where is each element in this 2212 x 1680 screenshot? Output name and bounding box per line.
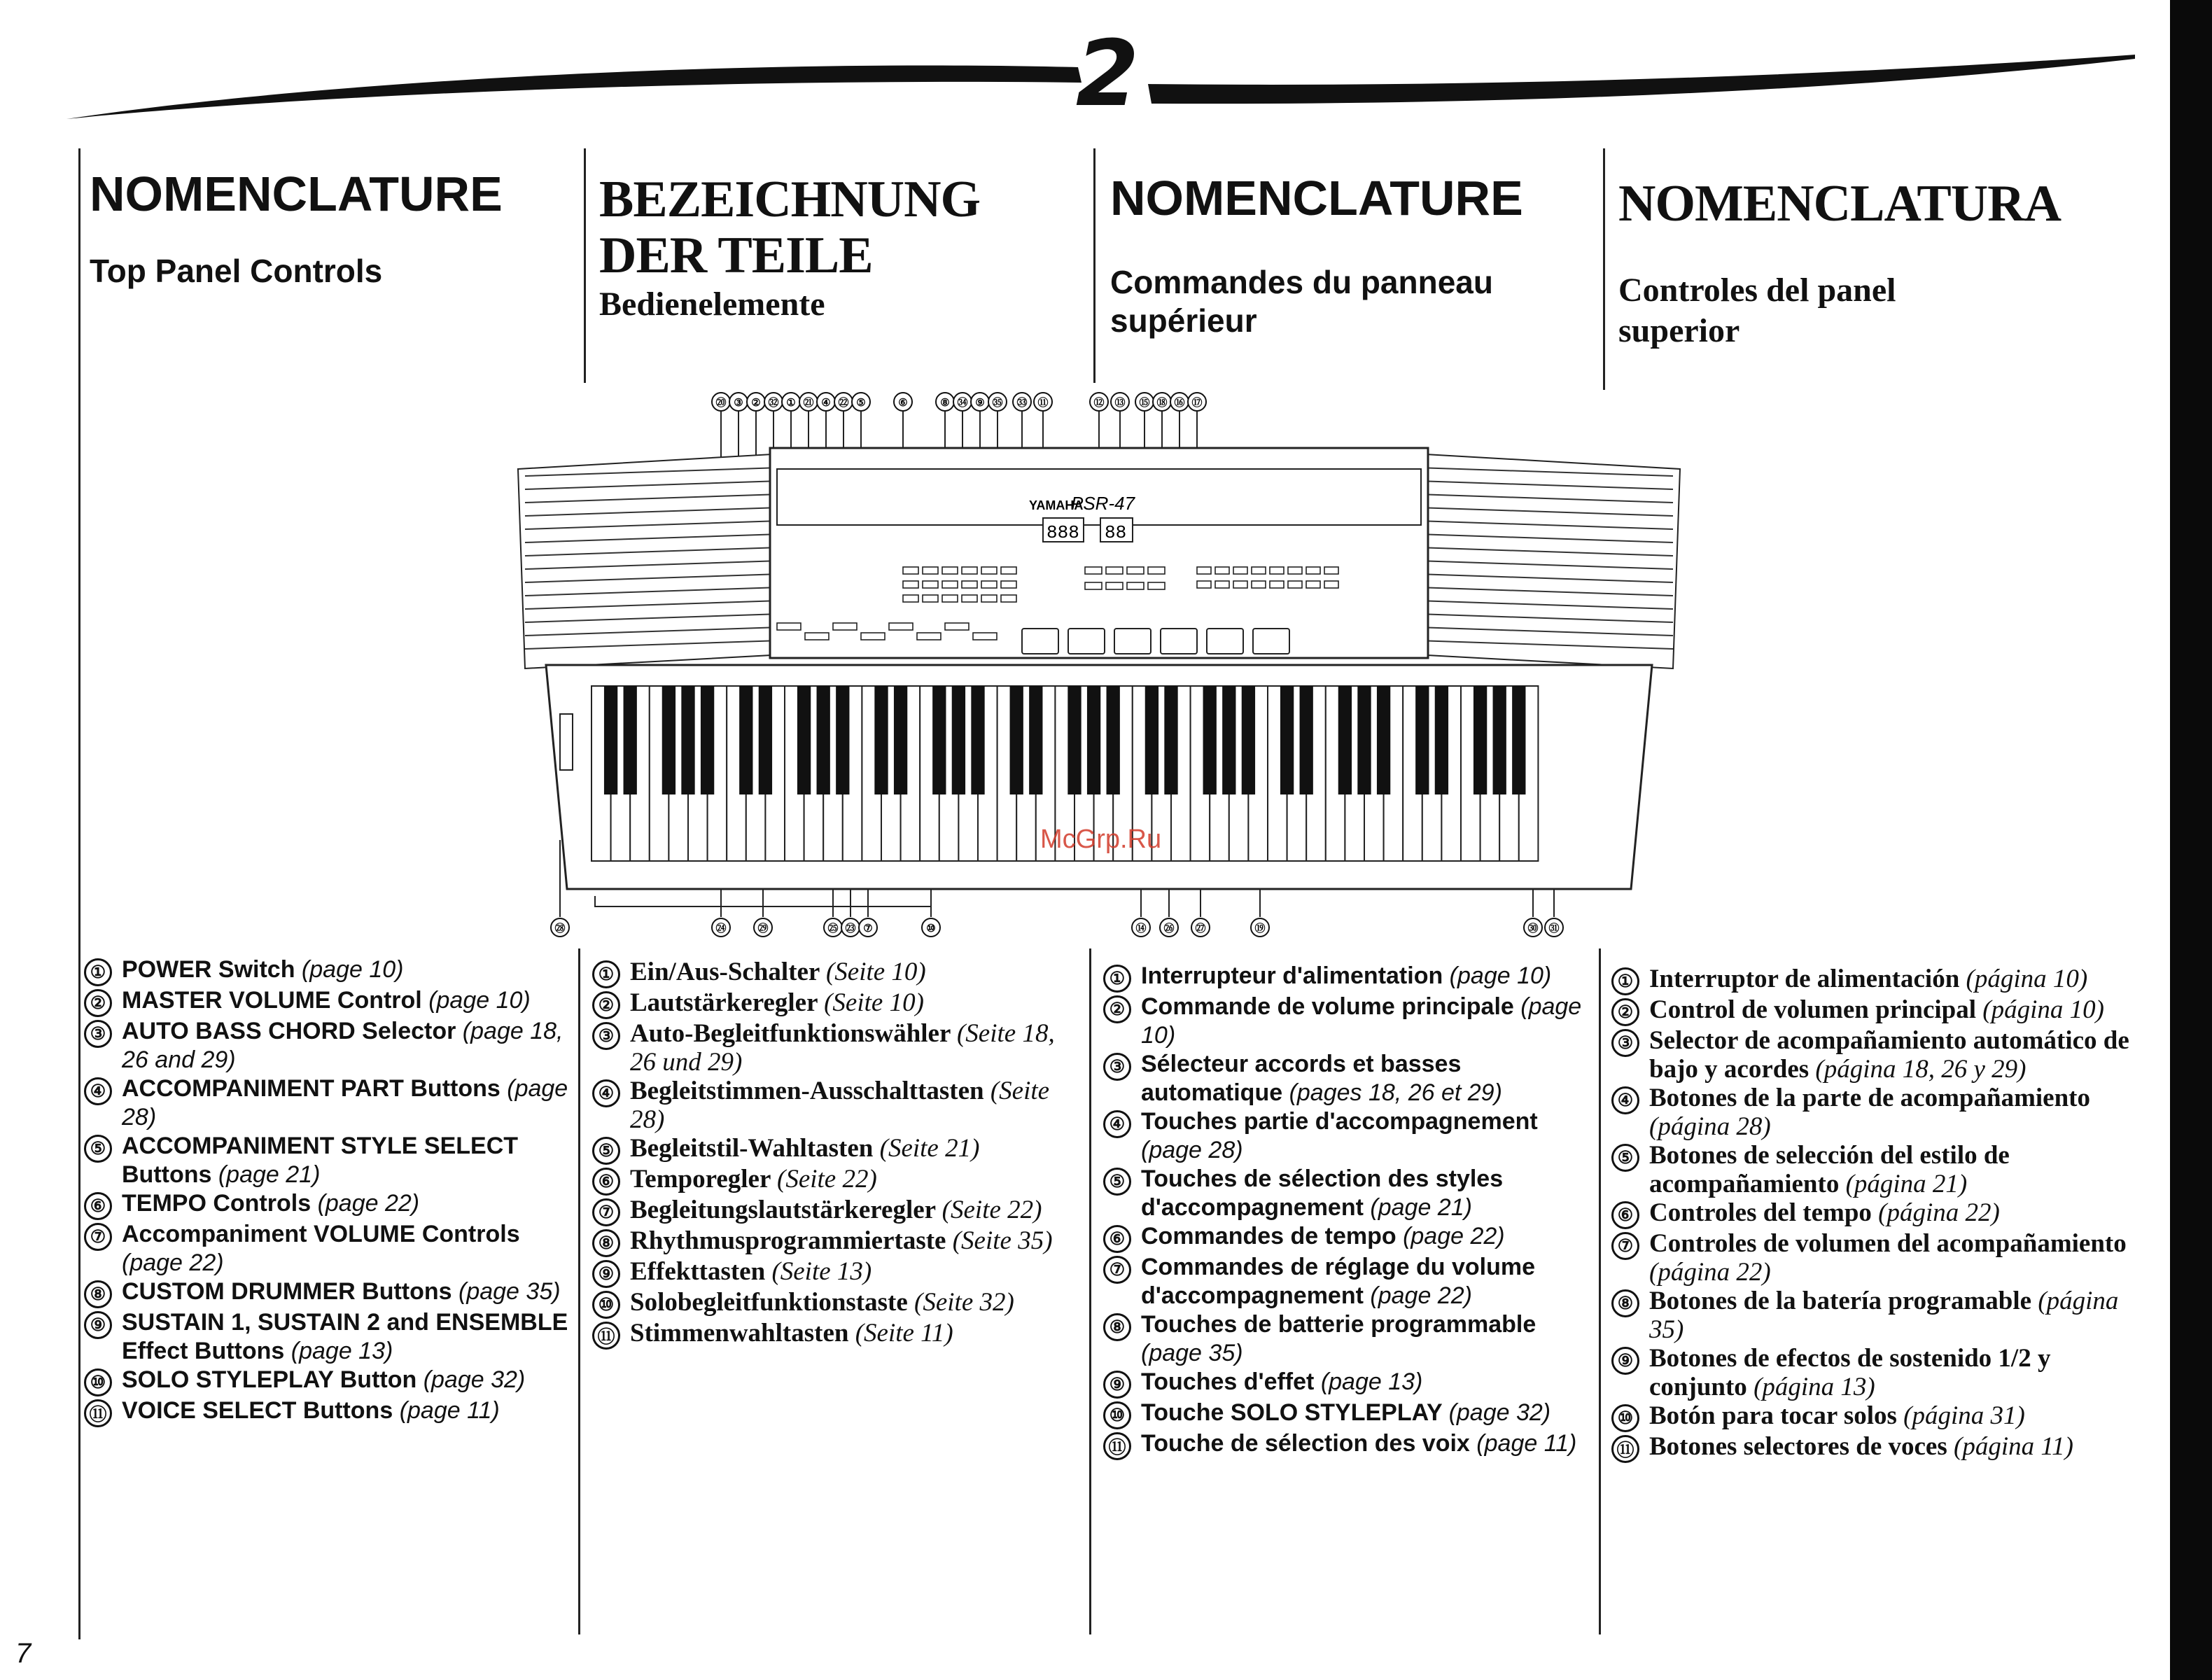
item-number: ⑪ xyxy=(1103,1432,1131,1460)
callout-number: ⑧ xyxy=(940,398,950,409)
callout-marker xyxy=(1153,393,1171,411)
callout-number: ㉙ xyxy=(757,923,769,934)
subtitle-en: Top Panel Controls xyxy=(90,252,383,289)
callout-marker xyxy=(971,393,989,411)
callout-marker xyxy=(859,918,877,937)
item-number: ④ xyxy=(84,1077,112,1105)
list-item xyxy=(592,1165,1086,1196)
heading-en xyxy=(90,168,573,290)
item-label: Commandes de réglage du volume d'accompagnement xyxy=(1141,1254,1536,1309)
page-reference: (page 22) xyxy=(317,1190,420,1217)
callout-marker xyxy=(841,918,860,937)
bottom-callouts xyxy=(551,918,1563,937)
list-item xyxy=(592,988,1086,1019)
list-item xyxy=(1611,1229,2143,1287)
page-reference: (página 10) xyxy=(1982,995,2104,1024)
list-item xyxy=(1103,1368,1593,1399)
item-number: ⑩ xyxy=(1103,1401,1131,1429)
item-label: SUSTAIN 1, SUSTAIN 2 and ENSEMBLE Effect Buttons xyxy=(122,1309,568,1364)
item-number: ⑤ xyxy=(1611,1144,1639,1172)
list-item xyxy=(84,1074,574,1132)
list-item xyxy=(1611,1432,2143,1463)
item-number: ② xyxy=(1611,998,1639,1026)
page-reference: (page 11) xyxy=(399,1397,500,1424)
page-reference: (Seite 10) xyxy=(824,988,924,1017)
list-item xyxy=(1103,1429,1593,1460)
callout-number: ⑩ xyxy=(926,923,936,934)
page-reference: (Seite 10) xyxy=(825,958,926,986)
item-label: Accompaniment VOLUME Controls xyxy=(122,1221,520,1247)
callout-number: ⑫ xyxy=(1093,398,1105,409)
item-number: ⑨ xyxy=(1611,1347,1639,1375)
item-label: Touches partie d'accompagnement xyxy=(1141,1108,1538,1135)
item-label: ACCOMPANIMENT STYLE SELECT Buttons xyxy=(122,1133,519,1188)
list-item xyxy=(1103,1399,1593,1429)
item-number: ⑤ xyxy=(1103,1168,1131,1196)
subtitle-de: Bedienelemente xyxy=(599,285,825,323)
callout-number: ⑰ xyxy=(1191,398,1203,409)
callout-marker xyxy=(1135,393,1154,411)
page-reference: (página 21) xyxy=(1845,1170,1968,1198)
subtitle-es: Controles del panel superior xyxy=(1618,271,1896,349)
item-label: Touches de sélection des styles d'accompagnement xyxy=(1141,1166,1504,1221)
page-reference: (página 11) xyxy=(1954,1432,2073,1461)
callout-marker xyxy=(1170,393,1189,411)
item-number: ⑤ xyxy=(592,1137,620,1165)
callout-marker xyxy=(817,393,835,411)
item-label: Interruptor de alimentación xyxy=(1649,965,1966,993)
page-reference: (Seite 28) xyxy=(630,1077,1050,1134)
list-item xyxy=(1611,965,2143,995)
list-item xyxy=(84,955,574,986)
callout-number: ㉖ xyxy=(1163,923,1175,934)
callout-number: ㉟ xyxy=(992,398,1003,409)
item-label: VOICE SELECT Buttons xyxy=(122,1397,400,1424)
page-edge-bar xyxy=(2170,0,2212,1680)
item-number: ③ xyxy=(592,1022,620,1050)
list-item xyxy=(84,1308,574,1366)
list-item xyxy=(1103,1253,1593,1310)
page-reference: (Seite 22) xyxy=(941,1196,1042,1224)
callout-number: ⑬ xyxy=(1114,398,1126,409)
item-number: ④ xyxy=(1611,1086,1639,1114)
callout-marker xyxy=(551,918,569,937)
page-reference: (página 28) xyxy=(1649,1112,1771,1141)
page-reference: (page 21) xyxy=(1370,1194,1472,1221)
page-reference: (Seite 22) xyxy=(777,1165,877,1194)
page-reference: (página 18, 26 y 29) xyxy=(1815,1055,2026,1084)
item-label: Begleitstimmen-Ausschalttasten xyxy=(630,1077,990,1105)
list-item xyxy=(84,1366,574,1396)
list-es xyxy=(1611,965,2143,1463)
item-number: ③ xyxy=(84,1020,112,1048)
page-reference: (página 22) xyxy=(1649,1258,1771,1287)
callout-marker xyxy=(1090,393,1108,411)
item-number: ⑧ xyxy=(84,1280,112,1308)
item-label: Selector de acompañamiento automático de bajo y acordes xyxy=(1649,1026,2129,1084)
item-label: Solobegleitfunktionstaste xyxy=(630,1288,915,1317)
list-item xyxy=(1103,1107,1593,1165)
list-item xyxy=(1103,1165,1593,1222)
item-number: ② xyxy=(592,991,620,1019)
item-label: AUTO BASS CHORD Selector xyxy=(122,1018,463,1044)
callout-marker xyxy=(1160,918,1178,937)
callout-marker xyxy=(953,393,972,411)
callout-marker xyxy=(712,393,730,411)
item-label: CUSTOM DRUMMER Buttons xyxy=(122,1278,458,1305)
list-item xyxy=(84,1396,574,1427)
item-number: ⑨ xyxy=(1103,1371,1131,1399)
page-reference: (page 10) xyxy=(1141,993,1582,1049)
callout-number: ㉑ xyxy=(803,398,814,409)
callout-marker xyxy=(729,393,748,411)
column-divider xyxy=(1599,948,1601,1634)
heading-fr xyxy=(1110,172,1593,340)
callout-number: ㉛ xyxy=(1548,923,1560,934)
page-reference: (page 35) xyxy=(458,1278,561,1305)
page-reference: (Seite 11) xyxy=(855,1319,953,1348)
list-item xyxy=(1611,1084,2143,1141)
title-en: NOMENCLATURE xyxy=(90,167,503,221)
page-reference: (page 13) xyxy=(290,1338,393,1364)
item-label: Controles de volumen del acompañamiento xyxy=(1649,1229,2127,1258)
callout-marker xyxy=(754,918,772,937)
item-number: ⑪ xyxy=(592,1322,620,1350)
column-divider xyxy=(584,148,586,383)
item-number: ① xyxy=(1611,967,1639,995)
item-label: Botones de la parte de acompañamiento xyxy=(1649,1084,2090,1112)
page-reference: (page 35) xyxy=(1141,1340,1243,1366)
callout-number: ④ xyxy=(821,398,831,409)
list-item xyxy=(84,1189,574,1220)
item-number: ⑩ xyxy=(592,1291,620,1319)
list-item xyxy=(1103,962,1593,993)
list-item xyxy=(1611,995,2143,1026)
heading-de xyxy=(599,172,1082,324)
list-item xyxy=(592,1288,1086,1319)
item-label: Touches d'effet xyxy=(1141,1368,1321,1395)
item-label: Touche de sélection des voix xyxy=(1141,1430,1477,1457)
display-digits-right: 88 xyxy=(1105,522,1127,543)
brand-label: YAMAHA xyxy=(1029,498,1084,512)
item-label: Controles del tempo xyxy=(1649,1198,1879,1227)
item-label: Botones de la batería programable xyxy=(1649,1287,2038,1315)
callout-number: ㉕ xyxy=(827,923,839,934)
item-number: ⑪ xyxy=(84,1399,112,1427)
item-number: ⑦ xyxy=(592,1198,620,1226)
page-reference: (Seite 18, 26 und 29) xyxy=(630,1019,1055,1077)
list-item xyxy=(1103,1310,1593,1368)
callout-marker xyxy=(852,393,870,411)
heading-es xyxy=(1618,176,2122,351)
top-callouts xyxy=(712,393,1206,411)
item-label: Effekttasten xyxy=(630,1257,772,1286)
keyboard-diagram xyxy=(511,385,1687,945)
watermark: McGrp.Ru xyxy=(1040,825,1162,854)
page-reference: (página 31) xyxy=(1903,1401,2025,1430)
item-number: ① xyxy=(1103,965,1131,993)
item-label: Control de volumen principal xyxy=(1649,995,1983,1024)
item-label: Botones de selección del estilo de acompañamiento xyxy=(1649,1141,2010,1198)
list-item xyxy=(1611,1401,2143,1432)
callout-marker xyxy=(1545,918,1563,937)
item-label: Temporegler xyxy=(630,1165,777,1194)
list-item xyxy=(592,1077,1086,1134)
item-number: ⑨ xyxy=(592,1260,620,1288)
subtitle-fr: Commandes du panneau supérieur xyxy=(1110,263,1493,339)
page-reference: (página 10) xyxy=(1966,965,2088,993)
item-label: TEMPO Controls xyxy=(122,1190,318,1217)
list-item xyxy=(1611,1198,2143,1229)
callout-number: ㉓ xyxy=(845,923,856,934)
callout-number: ⑨ xyxy=(975,398,985,409)
callout-number: ㉒ xyxy=(838,398,849,409)
item-number: ② xyxy=(1103,995,1131,1023)
list-fr xyxy=(1103,962,1593,1460)
callout-marker xyxy=(712,918,730,937)
page-reference: (page 18, 26 and 29) xyxy=(122,1018,564,1073)
column-divider xyxy=(1089,948,1091,1634)
page-reference: (página 13) xyxy=(1754,1373,1875,1401)
item-number: ⑩ xyxy=(84,1368,112,1396)
callout-marker xyxy=(1191,918,1210,937)
list-item xyxy=(1103,993,1593,1050)
page-reference: (page 32) xyxy=(1448,1399,1551,1426)
callout-number: ㉚ xyxy=(1527,923,1539,934)
title-fr: NOMENCLATURE xyxy=(1110,171,1523,225)
list-item xyxy=(1611,1026,2143,1084)
item-number: ⑧ xyxy=(1103,1313,1131,1341)
callout-number: ㉞ xyxy=(957,398,968,409)
chapter-number: 2 xyxy=(1075,20,1140,127)
list-en xyxy=(84,955,574,1427)
list-item xyxy=(84,1017,574,1074)
callout-marker xyxy=(834,393,853,411)
page-reference: (page 13) xyxy=(1320,1368,1423,1395)
page-reference: (Seite 13) xyxy=(771,1257,872,1286)
page-reference: (page 10) xyxy=(1449,962,1552,989)
item-label: Ein/Aus-Schalter xyxy=(630,958,826,986)
item-number: ⑤ xyxy=(84,1135,112,1163)
list-item xyxy=(84,1278,574,1308)
item-number: ③ xyxy=(1103,1053,1131,1081)
list-item xyxy=(1611,1287,2143,1344)
item-number: ① xyxy=(592,960,620,988)
list-item xyxy=(592,1226,1086,1257)
callout-number: ① xyxy=(786,398,796,409)
item-number: ⑥ xyxy=(84,1192,112,1220)
callout-number: ③ xyxy=(734,398,743,409)
page-reference: (page 11) xyxy=(1476,1430,1577,1457)
model-label: PSR-47 xyxy=(1071,493,1135,514)
callout-marker xyxy=(764,393,783,411)
list-item xyxy=(592,1319,1086,1350)
item-label: Sélecteur accords et basses automatique xyxy=(1141,1051,1462,1106)
callout-number: ⑪ xyxy=(1037,398,1049,409)
callout-number: ⑳ xyxy=(715,398,727,409)
callout-number: ⑱ xyxy=(1156,398,1168,409)
item-label: Botones selectores de voces xyxy=(1649,1432,1954,1461)
item-label: Stimmenwahltasten xyxy=(630,1319,855,1348)
item-label: Commande de volume principale xyxy=(1141,993,1521,1020)
callout-number: ⑤ xyxy=(856,398,866,409)
callout-number: ㉝ xyxy=(1016,398,1028,409)
list-item xyxy=(592,1196,1086,1226)
item-label: POWER Switch xyxy=(122,956,302,983)
item-number: ⑦ xyxy=(1103,1256,1131,1284)
page-reference: (page 32) xyxy=(423,1366,526,1393)
callout-marker xyxy=(1034,393,1052,411)
item-label: Begleitstil-Wahltasten xyxy=(630,1134,880,1163)
list-item xyxy=(1103,1050,1593,1107)
callout-number: ⑥ xyxy=(898,398,908,409)
item-label: MASTER VOLUME Control xyxy=(122,987,429,1014)
callout-number: ⑦ xyxy=(863,923,873,934)
page-reference: (page 22) xyxy=(1403,1223,1505,1250)
page-reference: (pages 18, 26 et 29) xyxy=(1289,1079,1502,1106)
item-number: ① xyxy=(84,958,112,986)
item-number: ⑦ xyxy=(1611,1232,1639,1260)
list-item xyxy=(1611,1141,2143,1198)
item-number: ⑧ xyxy=(1611,1289,1639,1317)
item-label: Botón para tocar solos xyxy=(1649,1401,1904,1430)
list-item xyxy=(592,1134,1086,1165)
callout-marker xyxy=(747,393,765,411)
column-divider xyxy=(78,148,80,1639)
callout-marker xyxy=(782,393,800,411)
page-reference: (page 10) xyxy=(301,956,404,983)
item-label: Lautstärkeregler xyxy=(630,988,825,1017)
callout-number: ⑮ xyxy=(1139,398,1150,409)
title-es: NOMENCLATURA xyxy=(1618,175,2062,232)
page-reference: (page 22) xyxy=(122,1250,224,1276)
callout-marker xyxy=(894,393,912,411)
page-number: 7 xyxy=(15,1638,31,1669)
item-label: Begleitungslautstärkeregler xyxy=(630,1196,942,1224)
volume-slider xyxy=(560,714,573,770)
callout-marker xyxy=(1132,918,1150,937)
callout-marker xyxy=(922,918,940,937)
callout-marker xyxy=(1251,918,1269,937)
page-reference: (Seite 35) xyxy=(952,1226,1053,1255)
list-de xyxy=(592,958,1086,1350)
callout-marker xyxy=(824,918,842,937)
callout-number: ㉗ xyxy=(1195,923,1206,934)
item-number: ④ xyxy=(1103,1110,1131,1138)
callout-marker xyxy=(1013,393,1031,411)
page-reference: (page 21) xyxy=(218,1161,321,1188)
list-item xyxy=(592,1257,1086,1288)
page-reference: (Seite 32) xyxy=(914,1288,1014,1317)
column-divider xyxy=(1603,148,1605,390)
display-digits-left: 888 xyxy=(1046,522,1079,543)
callout-marker xyxy=(988,393,1007,411)
item-number: ⑥ xyxy=(1103,1225,1131,1253)
item-number: ⑧ xyxy=(592,1229,620,1257)
list-item xyxy=(592,1019,1086,1077)
page-reference: (Seite 21) xyxy=(879,1134,980,1163)
list-item xyxy=(1103,1222,1593,1253)
item-label: Commandes de tempo xyxy=(1141,1223,1404,1250)
column-divider xyxy=(578,948,580,1634)
list-item xyxy=(1611,1344,2143,1401)
item-number: ⑨ xyxy=(84,1311,112,1339)
page-reference: (page 22) xyxy=(1370,1282,1472,1309)
page-reference: (page 28) xyxy=(1141,1137,1243,1163)
callout-marker xyxy=(936,393,954,411)
item-number: ⑩ xyxy=(1611,1404,1639,1432)
callout-number: ⑭ xyxy=(1135,923,1147,934)
item-number: ② xyxy=(84,989,112,1017)
item-number: ⑥ xyxy=(592,1168,620,1196)
item-number: ③ xyxy=(1611,1029,1639,1057)
item-number: ⑥ xyxy=(1611,1201,1639,1229)
item-number: ⑦ xyxy=(84,1223,112,1251)
page-reference: (page 10) xyxy=(428,987,531,1014)
item-label: Touche SOLO STYLEPLAY xyxy=(1141,1399,1449,1426)
callout-marker xyxy=(799,393,818,411)
item-label: Botones de efectos de sostenido 1/2 y conjunto xyxy=(1649,1344,2051,1401)
item-number: ④ xyxy=(592,1079,620,1107)
list-item xyxy=(84,986,574,1017)
list-item xyxy=(84,1220,574,1278)
item-label: Touches de batterie programmable xyxy=(1141,1311,1536,1338)
item-label: Rhythmusprogrammiertaste xyxy=(630,1226,953,1255)
item-number: ⑪ xyxy=(1611,1435,1639,1463)
item-label: Auto-Begleitfunktionswähler xyxy=(630,1019,957,1048)
callout-number: ㉜ xyxy=(768,398,779,409)
callout-number: ⑲ xyxy=(1254,923,1266,934)
callout-marker xyxy=(1524,918,1542,937)
callout-number: ㉔ xyxy=(715,923,727,934)
page-reference: (página 35) xyxy=(1649,1287,2119,1344)
list-item xyxy=(592,958,1086,988)
callout-marker xyxy=(1111,393,1129,411)
callout-number: ㉘ xyxy=(554,923,566,934)
page-reference: (page 28) xyxy=(122,1075,568,1130)
list-item xyxy=(84,1132,574,1189)
column-divider xyxy=(1093,148,1096,383)
page-reference: (página 22) xyxy=(1878,1198,2000,1227)
item-label: Interrupteur d'alimentation xyxy=(1141,962,1450,989)
title-de: BEZEICHNUNG DER TEILE xyxy=(599,171,981,284)
callout-marker xyxy=(1188,393,1206,411)
callout-number: ② xyxy=(751,398,761,409)
item-label: ACCOMPANIMENT PART Buttons xyxy=(122,1075,507,1102)
callout-number: ⑯ xyxy=(1174,398,1185,409)
item-label: SOLO STYLEPLAY Button xyxy=(122,1366,424,1393)
